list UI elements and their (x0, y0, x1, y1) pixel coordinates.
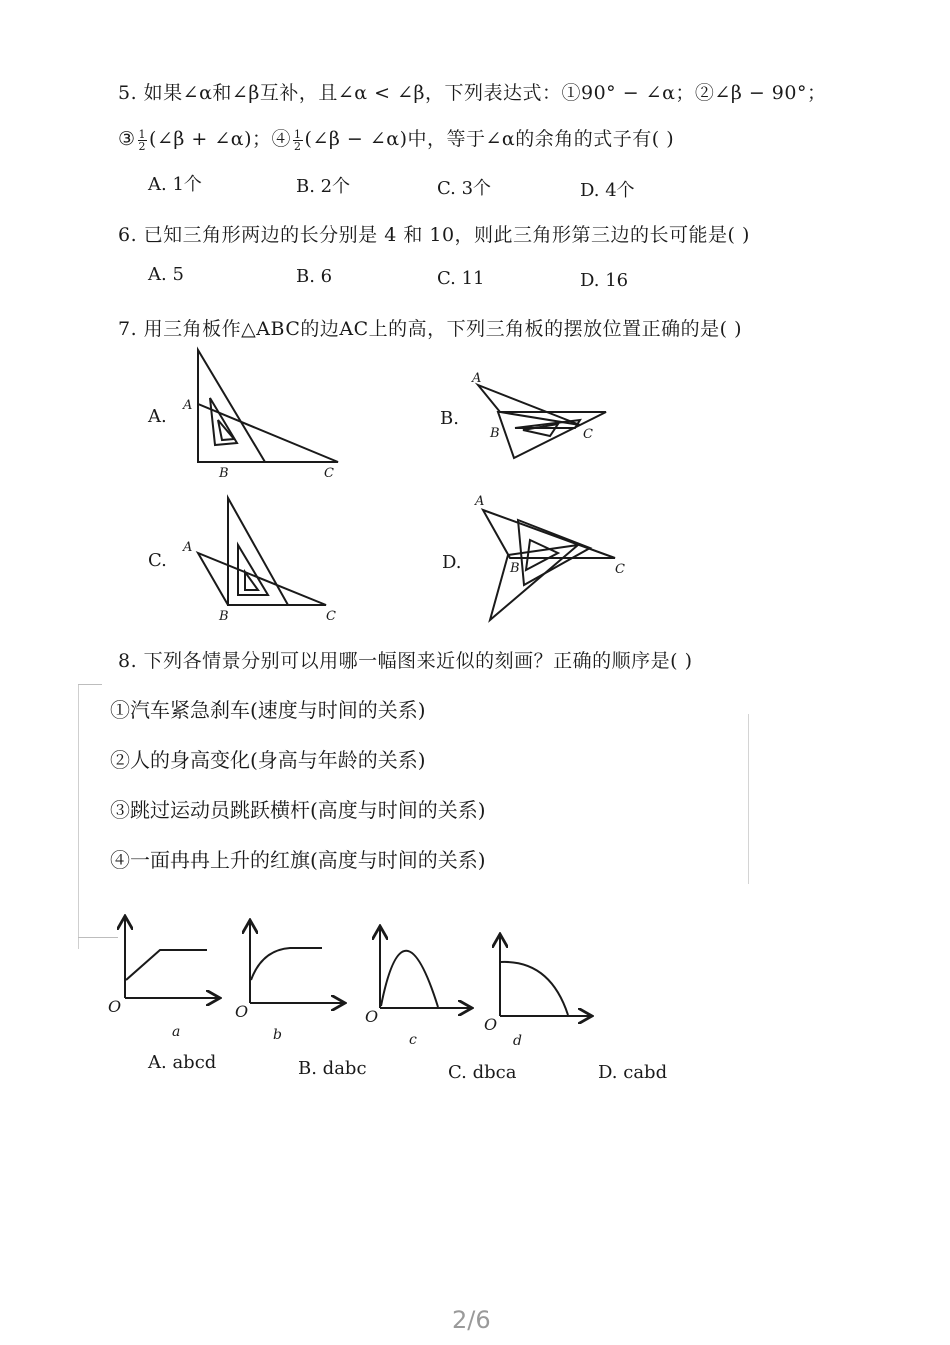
graph-b-origin: O (235, 1002, 249, 1021)
q8-option-c[interactable]: C. dbca (448, 1062, 517, 1083)
q8-scenario-2: ②人的身高变化(身高与年龄的关系) (110, 748, 426, 772)
q8-graph-d (500, 936, 590, 1016)
q5-expr-3: (∠β + ∠α)；④ (149, 128, 292, 150)
q6-option-d[interactable]: D. 16 (580, 270, 629, 291)
q6-option-c[interactable]: C. 11 (437, 268, 485, 289)
q5-expr-4: (∠β − ∠α)中，等于∠α的余角的式子有( ) (304, 128, 675, 150)
fig-c-label-c: C (326, 609, 336, 624)
q8-option-d[interactable]: D. cabd (598, 1062, 668, 1083)
q5-line1: 5. 如果∠α和∠β互补，且∠α < ∠β，下列表达式：①90° − ∠α；②∠β − 90°； (118, 82, 827, 104)
graph-d-label: d (513, 1033, 522, 1049)
fig-d-label-c: C (615, 562, 625, 577)
q6-option-b[interactable]: B. 6 (296, 266, 333, 287)
fig-b-label-c: C (583, 427, 593, 442)
q5-option-a[interactable]: A. 1个 (148, 174, 202, 195)
q5-circle-3: ③ (118, 128, 136, 150)
page-indicator: 2/6 (452, 1306, 491, 1334)
q8-scenario-4: ④一面冉冉上升的红旗(高度与时间的关系) (110, 848, 486, 872)
q6-text: 6. 已知三角形两边的长分别是 4 和 10，则此三角形第三边的长可能是( ) (118, 224, 750, 246)
graph-d-origin: O (484, 1015, 498, 1034)
q8-option-b[interactable]: B. dabc (298, 1058, 367, 1079)
q7-option-b[interactable]: B. (440, 408, 459, 429)
fig-a-label-b: B (219, 466, 229, 481)
q8-graph-b (250, 922, 343, 1003)
fig-a-label-a: A (183, 398, 193, 413)
fig-a-label-c: C (324, 466, 334, 481)
q8-scenario-3: ③跳过运动员跳跃横杆(高度与时间的关系) (110, 798, 486, 822)
q5-option-d[interactable]: D. 4个 (580, 180, 635, 201)
q8-text: 8. 下列各情景分别可以用哪一幅图来近似的刻画？正确的顺序是( ) (118, 650, 693, 672)
q8-option-a[interactable]: A. abcd (148, 1052, 217, 1073)
q5-option-b[interactable]: B. 2个 (296, 176, 351, 197)
q5-option-c[interactable]: C. 3个 (437, 178, 492, 199)
fig-b-label-b: B (490, 426, 500, 441)
q7-text: 7. 用三角板作△ABC的边AC上的高，下列三角板的摆放位置正确的是( ) (118, 318, 742, 340)
fig-c-label-a: A (183, 540, 193, 555)
q8-graph-a (125, 918, 218, 998)
fraction-half: $\frac{1}{2}$ (294, 127, 302, 153)
fraction-half: $\frac{1}{2}$ (138, 127, 147, 153)
fig-d-label-b: B (510, 561, 520, 576)
graph-a-origin: O (108, 997, 122, 1016)
fig-d-label-a: A (475, 494, 485, 509)
fig-b-label-a: A (472, 371, 482, 386)
fig-c-label-b: B (219, 609, 229, 624)
q8-scenario-1: ①汽车紧急刹车(速度与时间的关系) (110, 698, 426, 722)
q7-option-d[interactable]: D. (442, 552, 462, 573)
graph-c-origin: O (365, 1007, 379, 1026)
q7-option-a[interactable]: A. (148, 406, 167, 427)
graph-b-label: b (273, 1027, 282, 1043)
q7-option-c[interactable]: C. (148, 550, 167, 571)
q8-graph-c (380, 928, 470, 1008)
q6-option-a[interactable]: A. 5 (148, 264, 184, 285)
graph-c-label: c (409, 1032, 417, 1048)
graph-a-label: a (172, 1024, 181, 1040)
